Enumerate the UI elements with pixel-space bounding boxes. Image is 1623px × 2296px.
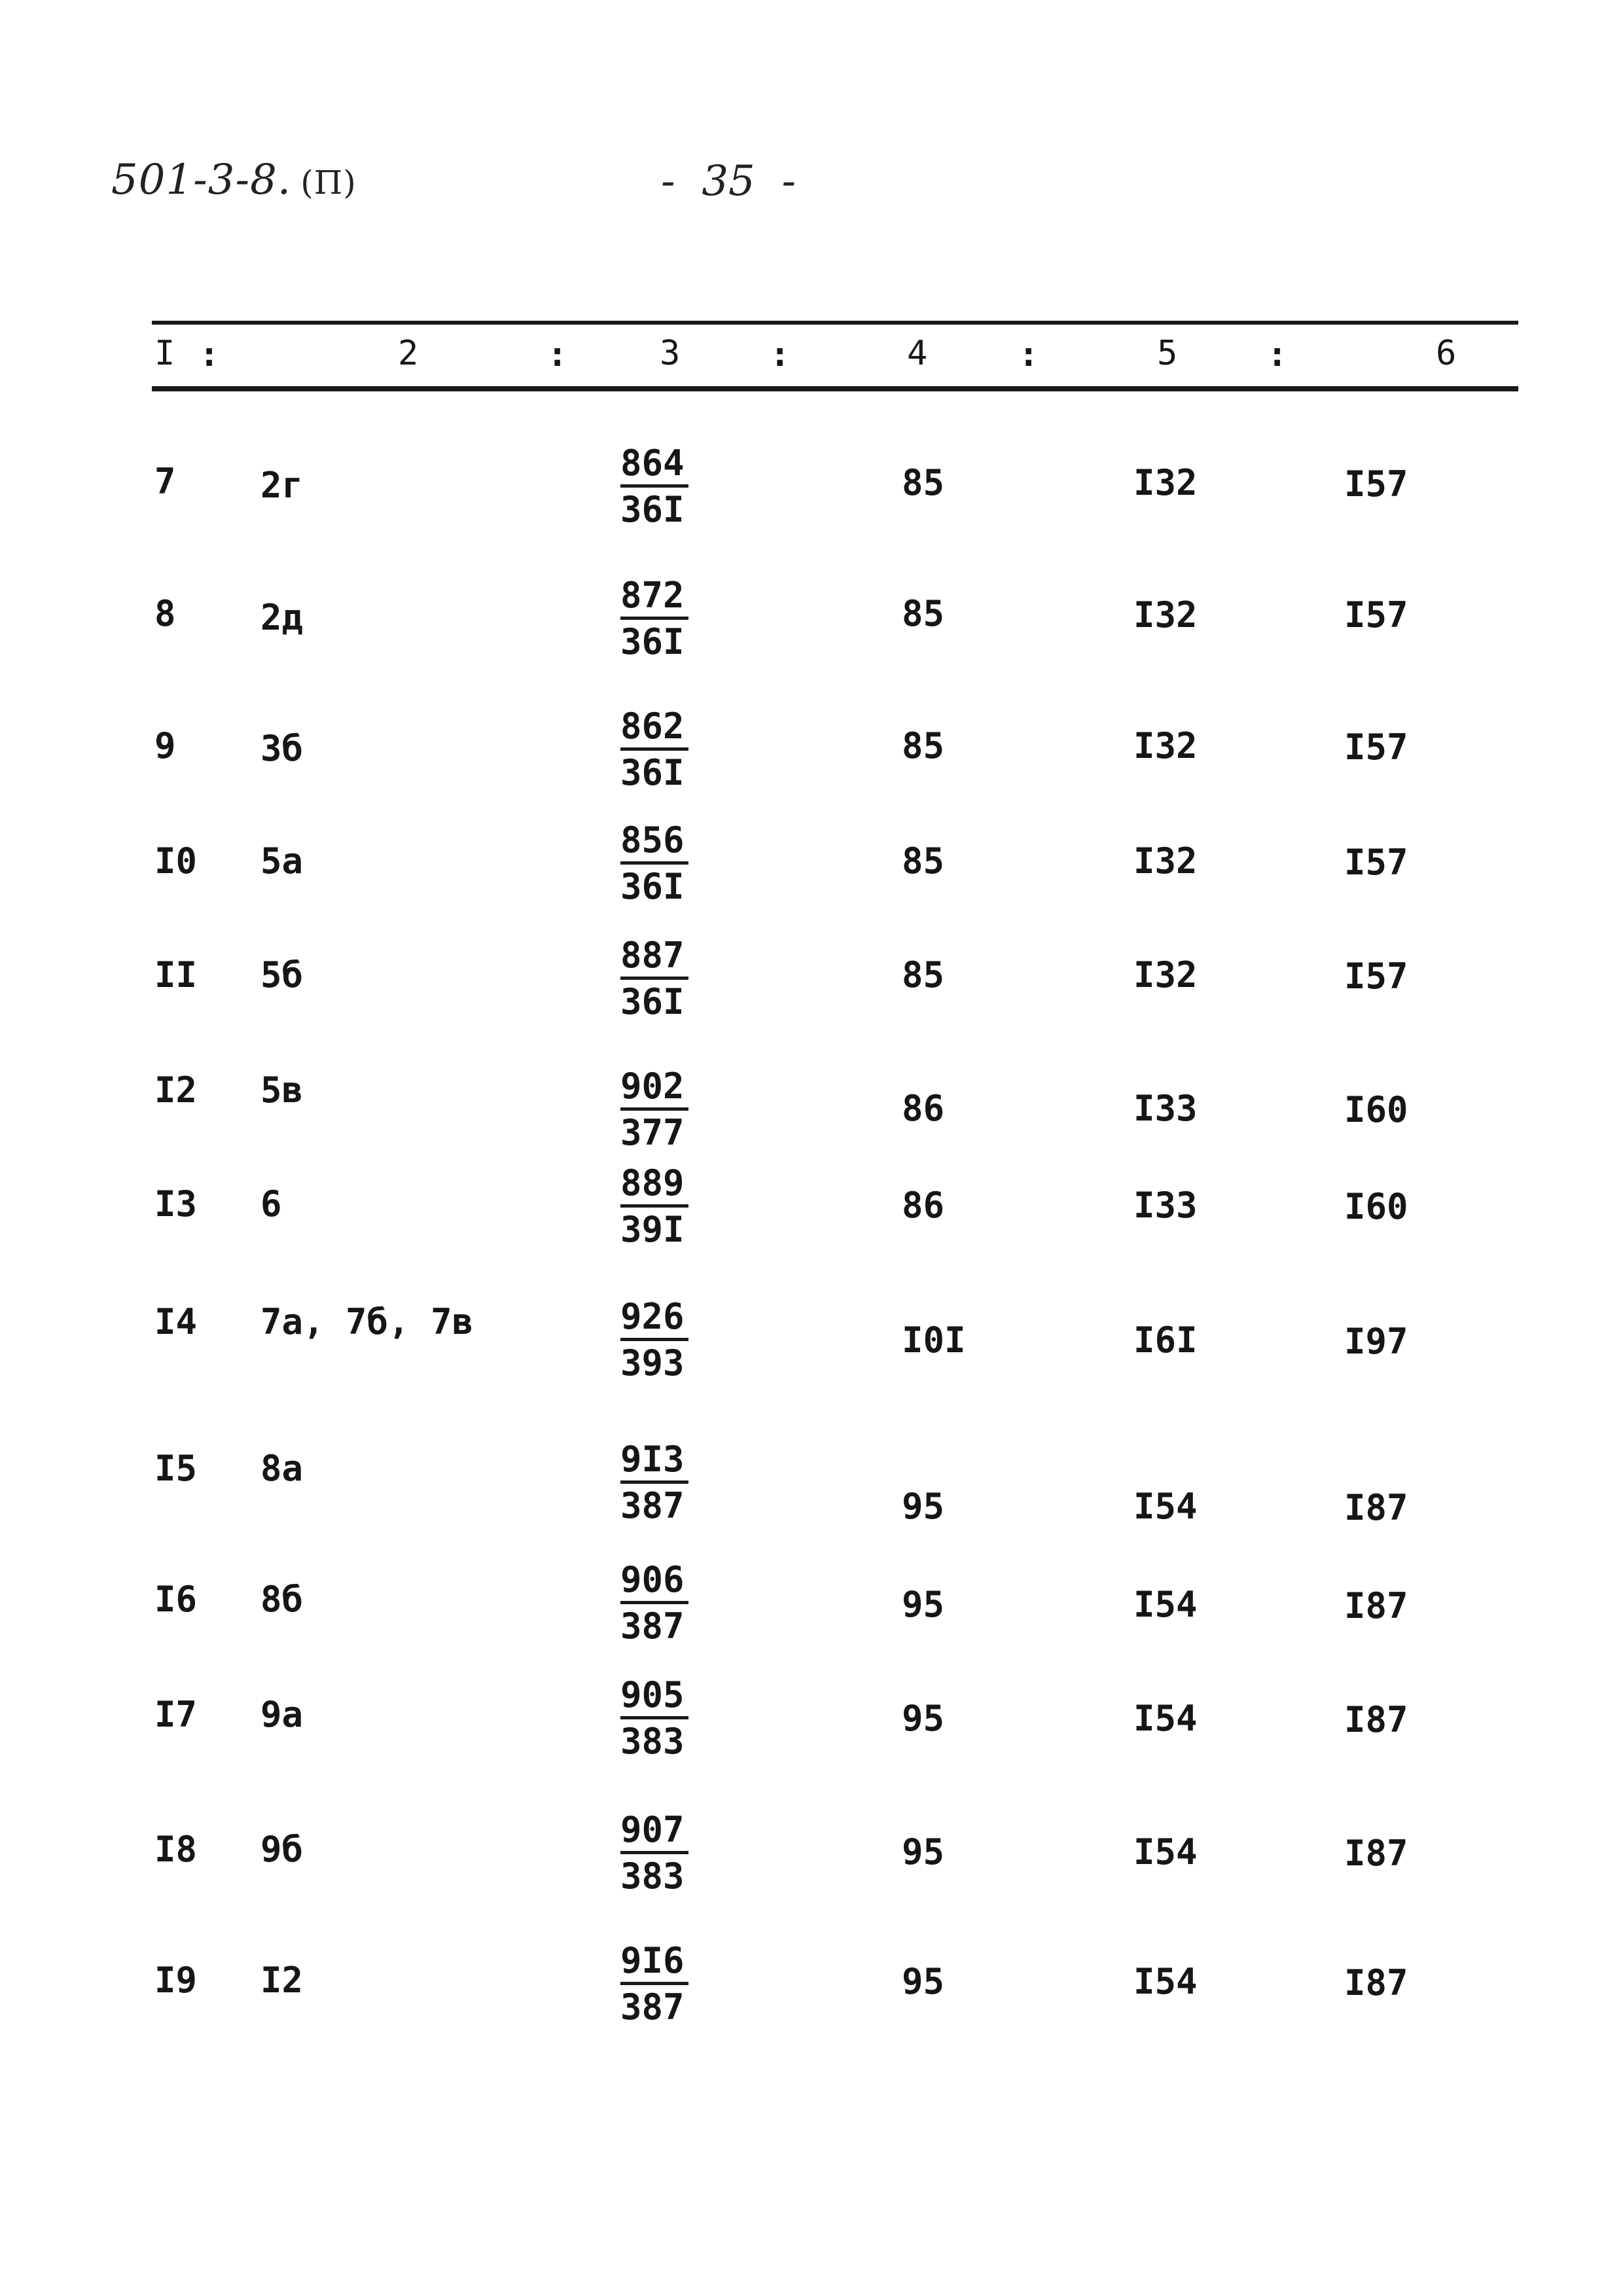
fraction-denominator: 36I [620, 489, 685, 530]
row-number: I5 [154, 1448, 198, 1489]
fraction-numerator: 862 [620, 707, 688, 751]
row-designation: 8б [260, 1579, 304, 1620]
fraction-value [620, 444, 692, 529]
fraction-value [620, 1440, 692, 1526]
column-6-value: I57 [1344, 726, 1408, 768]
column-separator: : [547, 335, 568, 374]
fraction-numerator: 864 [620, 444, 688, 488]
fraction-denominator: 393 [620, 1342, 685, 1384]
column-6-value: I60 [1344, 1089, 1408, 1130]
row-number: I4 [154, 1301, 198, 1342]
column-separator: : [199, 335, 220, 374]
column-5-value: I54 [1133, 1698, 1198, 1739]
column-4-value: 85 [902, 725, 945, 766]
column-4-value: 95 [902, 1961, 945, 2002]
fraction-denominator: 383 [620, 1856, 685, 1897]
page-number: - 35 - [661, 157, 796, 206]
fraction-denominator: 39I [620, 1209, 685, 1250]
column-6-value: I57 [1344, 956, 1408, 997]
fraction-value [620, 1810, 692, 1896]
fraction-denominator: 387 [620, 1605, 685, 1647]
fraction-numerator: 9I6 [620, 1941, 688, 1985]
column-5-value: I32 [1133, 725, 1198, 766]
column-4-value: 95 [902, 1486, 945, 1527]
fraction-value [620, 576, 692, 662]
row-designation: 5б [260, 954, 304, 996]
fraction-numerator: 872 [620, 576, 688, 620]
column-4-value: 95 [902, 1831, 945, 1873]
column-6-value: I87 [1344, 1962, 1408, 2003]
fraction-value [620, 1067, 692, 1153]
column-separator: : [770, 335, 791, 374]
fraction-value [620, 707, 692, 793]
column-header-5: 5 [1157, 334, 1178, 373]
fraction-value [620, 1560, 692, 1646]
column-6-value: I97 [1344, 1321, 1408, 1362]
row-designation: 5а [260, 840, 304, 882]
row-designation: 8а [260, 1448, 304, 1489]
column-4-value: 86 [902, 1088, 945, 1129]
fraction-numerator: 905 [620, 1676, 688, 1719]
column-4-value: 85 [902, 593, 945, 634]
column-6-value: I87 [1344, 1585, 1408, 1626]
fraction-denominator: 383 [620, 1721, 685, 1762]
row-designation: 9а [260, 1694, 304, 1735]
column-4-value: 95 [902, 1584, 945, 1625]
table-header-rule [152, 386, 1518, 391]
fraction-numerator: 902 [620, 1067, 688, 1111]
fraction-denominator: 36I [620, 752, 685, 793]
row-number: 9 [154, 725, 176, 766]
column-6-value: I87 [1344, 1699, 1408, 1740]
fraction-value [620, 821, 692, 906]
fraction-denominator: 36I [620, 981, 685, 1022]
column-5-value: I54 [1133, 1831, 1198, 1873]
fraction-value [620, 936, 692, 1022]
column-5-value: I33 [1133, 1088, 1198, 1129]
row-number: 7 [154, 461, 176, 502]
row-designation: 6 [260, 1183, 282, 1225]
column-6-value: I87 [1344, 1833, 1408, 1874]
column-5-value: I32 [1133, 840, 1198, 882]
column-4-value: 85 [902, 840, 945, 882]
row-number: I2 [154, 1069, 198, 1111]
column-5-value: I32 [1133, 462, 1198, 503]
fraction-value [620, 1676, 692, 1761]
column-header-6: 6 [1436, 334, 1457, 373]
row-designation: 9б [260, 1829, 304, 1870]
column-6-value: I57 [1344, 463, 1408, 505]
row-designation: I2 [260, 1960, 304, 2001]
row-number: II [154, 954, 198, 996]
document-code [111, 156, 357, 204]
fraction-numerator: 9I3 [620, 1440, 688, 1484]
column-header-2: 2 [398, 334, 419, 373]
column-4-value: 86 [902, 1185, 945, 1226]
fraction-value [620, 1941, 692, 2027]
column-5-value: I54 [1133, 1584, 1198, 1625]
fraction-numerator: 926 [620, 1297, 688, 1341]
column-5-value: I32 [1133, 954, 1198, 996]
column-header-3: 3 [660, 334, 681, 373]
document-code-number: 501-3-8. [111, 156, 292, 204]
fraction-denominator: 36I [620, 866, 685, 907]
fraction-numerator: 906 [620, 1560, 688, 1604]
row-designation: 2г [260, 465, 304, 506]
document-code-suffix: (П) [300, 164, 357, 202]
column-4-value: I0I [902, 1319, 966, 1361]
column-6-value: I57 [1344, 842, 1408, 883]
row-number: I3 [154, 1183, 198, 1225]
column-separator: : [1018, 335, 1039, 374]
fraction-denominator: 387 [620, 1485, 685, 1526]
fraction-value [620, 1164, 692, 1249]
row-number: I0 [154, 840, 198, 882]
row-designation: 7а, 7б, 7в [260, 1301, 474, 1342]
column-separator: : [1267, 335, 1288, 374]
column-4-value: 95 [902, 1698, 945, 1739]
column-6-value: I87 [1344, 1487, 1408, 1528]
fraction-value [620, 1297, 692, 1383]
column-header-4: 4 [907, 334, 928, 373]
row-number: 8 [154, 593, 176, 634]
column-5-value: I54 [1133, 1486, 1198, 1527]
column-5-value: I6I [1133, 1319, 1198, 1361]
row-designation: 5в [260, 1069, 304, 1111]
fraction-denominator: 377 [620, 1112, 685, 1153]
column-5-value: I33 [1133, 1185, 1198, 1226]
column-4-value: 85 [902, 954, 945, 996]
table-top-rule [152, 321, 1518, 325]
column-4-value: 85 [902, 462, 945, 503]
column-5-value: I54 [1133, 1961, 1198, 2002]
column-header-1: I [154, 334, 175, 373]
fraction-denominator: 387 [620, 1986, 685, 2028]
fraction-numerator: 907 [620, 1810, 688, 1854]
column-5-value: I32 [1133, 594, 1198, 636]
row-number: I7 [154, 1694, 198, 1735]
row-number: I6 [154, 1579, 198, 1620]
row-designation: 3б [260, 728, 304, 769]
fraction-numerator: 887 [620, 936, 688, 980]
column-6-value: I60 [1344, 1186, 1408, 1227]
column-6-value: I57 [1344, 594, 1408, 636]
fraction-denominator: 36I [620, 621, 685, 662]
row-number: I8 [154, 1829, 198, 1870]
fraction-numerator: 856 [620, 821, 688, 865]
row-number: I9 [154, 1960, 198, 2001]
row-designation: 2д [260, 597, 304, 638]
fraction-numerator: 889 [620, 1164, 688, 1208]
